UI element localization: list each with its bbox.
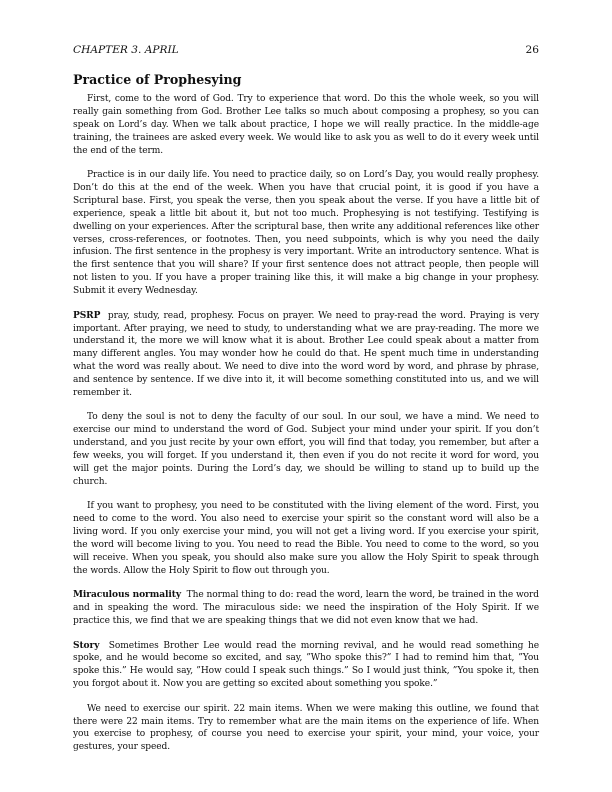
section-title: Practice of Prophesying [73,72,242,87]
paragraph-text: Sometimes Brother Lee would read the morning revival, and he would read something he spoke, and he would become so excited, and say, ”Who spoke this?” I had to remind him that, ”You spoke this.” He would say, ”How could I speak such things.” So I would just think, ”You spoke it, then you forgot about it. Now you are getting so excited about something you spoke.” [73,640,539,690]
page-body [73,72,539,766]
run-in-heading: PSRP [73,310,101,321]
paragraph-4 [73,411,539,488]
paragraph-6 [73,589,539,628]
run-in-heading: Miraculous normality [73,590,182,601]
paragraph-text: First, come to the word of God. Try to experience that word. Do this the whole week, so you will really gain something from God. Brother Lee talks so much about composing a prophesy, so you can speak on Lord’s day. When we talk about practice, I hope we will really practice. In the middle-age training, the trainees are asked every week. We would like to ask you as well to do it every week until the end of the term. [73,94,539,156]
paragraph-text: pray, study, read, prophesy. Focus on prayer. We need to pray-read the word. Praying is very important. After praying, we need to study, to understanding what we are pray-reading. The more we understand it, the more we will know what it is about. Brother Lee could speak about a matter from many different angles. You may wonder how he could do that. He spent much time in understanding what the word was really about. We need to dive into the word word by word, and phrase by phrase, and sentence by sentence. If we dive into it, it will become something constituted into us, and we will remember it. [73,310,540,399]
paragraph-7 [73,640,539,692]
paragraph-text: To deny the soul is not to deny the faculty of our soul. In our soul, we have a mind. We need to exercise our mind to understand the word of God. Subject your mind under your spirit. If you don’t understand, and you just recite by your own effort, you will find that today, you remember, but after a few weeks, you will forget. If you understand it, then even if you do not recite it word for word, you will get the major points. During the Lord’s day, we should be willing to stand up to build up the church. [73,412,539,487]
paragraph-1 [73,93,539,158]
paragraph-3 [73,310,539,400]
paragraph-text: We need to exercise our spirit. 22 main items. When we were making this outline, we found that there were 22 main items. Try to remember what are the main items on the experience of life. When you exercise to prophesy, of course you need to exercise your spirit, your mind, your voice, your gestures, your speed. [73,703,539,753]
chapter-label: CHAPTER 3. APRIL [73,44,179,56]
paragraph-text: Practice is in our daily life. You need to practice daily, so on Lord’s Day, you would really prophesy. Don’t do this at the end of the week. When you have that crucial point, it is good if you have a Scriptural base. First, you speak the verse, then you speak about the verse. If you have a little bit of experience, speak a little bit about it, but not too much. Prophesying is not testifying. Testifying is dwelling on your experiences. After the scriptural base, then write any additional references like other verses, cross-references, or footnotes. Then, you need subpoints, which is why you need the daily infusion. The first sentence in the prophesy is very important. Write an introductory sentence. What is the first sentence that you will share? If your first sentence does not attract people, then people will not listen to you. If you have a proper training like this, it will make a big change in your prophesy. Submit it every Wednesday. [73,170,539,297]
running-header [73,44,539,58]
paragraph-5 [73,500,539,577]
paragraph-8 [73,703,539,755]
paragraph-text: The normal thing to do: read the word, learn the word, be trained in the word and in speaking the word. The miraculous side: we need the inspiration of the Holy Spirit. If we practice this, we find that we are speaking things that we did not even know that we had. [73,590,539,627]
run-in-heading: Story [73,640,100,651]
paragraph-text: If you want to prophesy, you need to be constituted with the living element of the word. First, you need to come to the word. You also need to exercise your spirit so the constant word will also be a living word. If you only exercise your mind, you will not get a living word. If you exercise your spirit, the word will become living to you. You need to read the Bible. You need to come to the word, so you will receive. When you speak, you should also make sure you allow the Holy Spirit to speak through the words. Allow the Holy Spirit to flow out through you. [73,501,539,576]
page-number: 26 [525,44,539,56]
paragraph-2 [73,169,539,298]
